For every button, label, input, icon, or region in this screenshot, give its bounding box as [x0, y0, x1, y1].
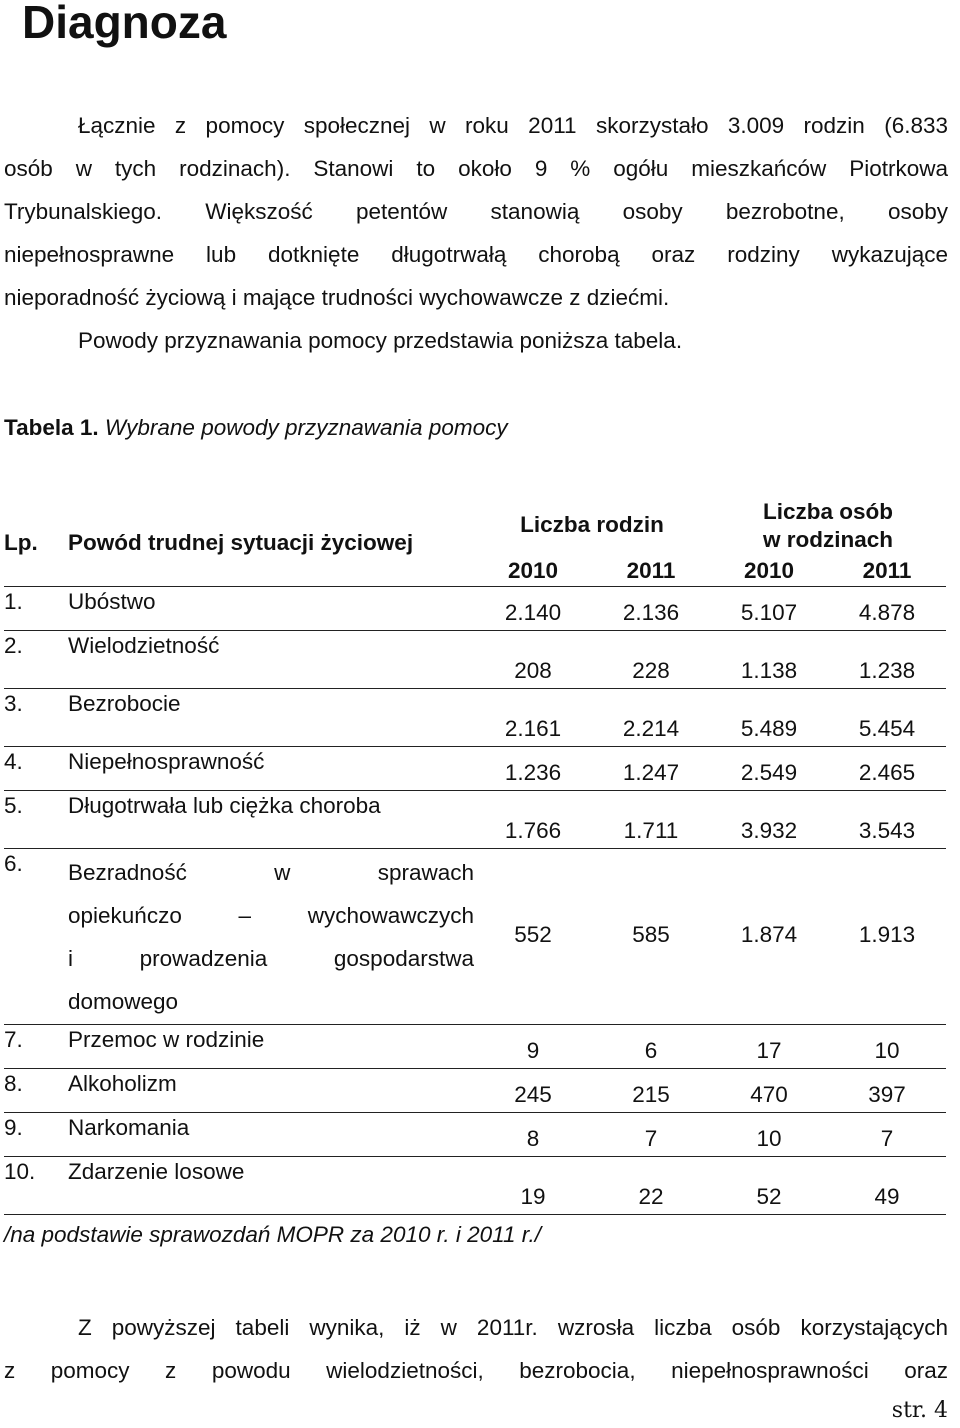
cell-families-2010: 1.766: [474, 791, 592, 849]
header-families-label: Liczba rodzin: [520, 512, 664, 537]
cell-persons-2011: 3.543: [828, 791, 946, 849]
conclusion-line: z pomocy z powodu wielodzietności, bezrobocia, niepełnosprawności oraz: [4, 1358, 948, 1383]
table-caption: [4, 408, 508, 448]
cell-families-2010: 245: [474, 1069, 592, 1113]
year-header: 2011: [592, 556, 710, 587]
cell-persons-2011: 49: [828, 1157, 946, 1215]
table-row: [4, 747, 946, 791]
intro-line: Powody przyznawania pomocy przedstawia poniższa tabela.: [78, 328, 683, 353]
source-note: /na podstawie sprawozdań MOPR za 2010 r. i 2011 r./: [4, 1222, 541, 1247]
cell-families-2011: 6: [592, 1025, 710, 1069]
cell-persons-2010: 3.932: [710, 791, 828, 849]
row-reason: Alkoholizm: [68, 1069, 474, 1113]
intro-line: Łącznie z pomocy społecznej w roku 2011 skorzystało 3.009 rodzin (6.833: [78, 113, 948, 138]
cell-persons-2010: 2.549: [710, 747, 828, 791]
cell-families-2011: 215: [592, 1069, 710, 1113]
cell-families-2010: 2.140: [474, 587, 592, 631]
page-number: str. 4: [891, 1398, 948, 1423]
cell-families-2011: 2.136: [592, 587, 710, 631]
cell-families-2011: 1.247: [592, 747, 710, 791]
row-lp: 9.: [4, 1113, 68, 1157]
cell-families-2010: 19: [474, 1157, 592, 1215]
page-heading: Diagnoza: [22, 0, 227, 48]
year-header: 2010: [710, 556, 828, 587]
table-header-row: [4, 498, 946, 556]
cell-persons-2011: 1.238: [828, 631, 946, 689]
row-lp: 2.: [4, 631, 68, 689]
table-row: [4, 689, 946, 747]
cell-families-2011: 1.711: [592, 791, 710, 849]
cell-families-2010: 208: [474, 631, 592, 689]
row-lp: 4.: [4, 747, 68, 791]
cell-families-2010: 2.161: [474, 689, 592, 747]
cell-persons-2011: 7: [828, 1113, 946, 1157]
cell-families-2010: 1.236: [474, 747, 592, 791]
table-title: Wybrane powody przyznawania pomocy: [104, 415, 508, 440]
row-lp: 6.: [4, 849, 68, 1025]
header-reason: Powód trudnej sytuacji życiowej: [68, 530, 414, 555]
reason-line: i prowadzenia gospodarstwa: [68, 946, 474, 971]
header-families: [474, 498, 710, 556]
cell-persons-2011: 4.878: [828, 587, 946, 631]
cell-families-2011: 22: [592, 1157, 710, 1215]
row-reason: Niepełnosprawność: [68, 747, 474, 791]
intro-line: niepełnosprawne lub dotknięte długotrwałą chorobą oraz rodziny wykazujące: [4, 242, 948, 267]
row-lp: 5.: [4, 791, 68, 849]
cell-families-2011: 7: [592, 1113, 710, 1157]
conclusion-paragraph: [4, 1306, 948, 1392]
cell-families-2011: 2.214: [592, 689, 710, 747]
intro-line: osób w tych rodzinach). Stanowi to około 9 % ogółu mieszkańców Piotrkowa: [4, 156, 948, 181]
cell-persons-2010: 10: [710, 1113, 828, 1157]
row-reason: Zdarzenie losowe: [68, 1157, 474, 1215]
header-lp: Lp.: [4, 530, 38, 555]
row-reason: Przemoc w rodzinie: [68, 1025, 474, 1069]
cell-persons-2010: 5.489: [710, 689, 828, 747]
header-persons: [710, 498, 946, 556]
table-row: [4, 631, 946, 689]
cell-persons-2010: 1.874: [710, 849, 828, 1025]
table-row: [4, 587, 946, 631]
intro-line: nieporadność życiową i mające trudności wychowawcze z dziećmi.: [4, 285, 670, 310]
reasons-table: [4, 498, 946, 1215]
reason-line: opiekuńczo – wychowawczych: [68, 903, 474, 928]
table-row: [4, 791, 946, 849]
cell-families-2011: 585: [592, 849, 710, 1025]
cell-persons-2010: 5.107: [710, 587, 828, 631]
cell-families-2010: 552: [474, 849, 592, 1025]
row-reason: Ubóstwo: [68, 587, 474, 631]
year-header: 2011: [828, 556, 946, 587]
header-persons-line2: w rodzinach: [762, 527, 893, 552]
row-reason: Bezrobocie: [68, 689, 474, 747]
row-lp: 7.: [4, 1025, 68, 1069]
reason-line: domowego: [68, 989, 179, 1014]
row-reason: Wielodzietność: [68, 631, 474, 689]
cell-persons-2010: 470: [710, 1069, 828, 1113]
cell-persons-2011: 397: [828, 1069, 946, 1113]
cell-persons-2010: 1.138: [710, 631, 828, 689]
cell-families-2010: 8: [474, 1113, 592, 1157]
cell-persons-2011: 2.465: [828, 747, 946, 791]
table-row: [4, 1157, 946, 1215]
table-row: [4, 1069, 946, 1113]
row-lp: 8.: [4, 1069, 68, 1113]
table-years-row: [4, 556, 946, 587]
intro-line: Trybunalskiego. Większość petentów stanowią osoby bezrobotne, osoby: [4, 199, 948, 224]
cell-persons-2011: 1.913: [828, 849, 946, 1025]
cell-families-2011: 228: [592, 631, 710, 689]
year-header: 2010: [474, 556, 592, 587]
cell-persons-2010: 17: [710, 1025, 828, 1069]
row-lp: 3.: [4, 689, 68, 747]
reason-line: Bezradność w sprawach: [68, 860, 474, 885]
row-lp: 1.: [4, 587, 68, 631]
table-row: [4, 1025, 946, 1069]
table-row: [4, 849, 946, 1025]
row-lp: 10.: [4, 1157, 68, 1215]
table-label: Tabela 1.: [4, 415, 99, 440]
table-row: [4, 1113, 946, 1157]
conclusion-line: Z powyższej tabeli wynika, iż w 2011r. wzrosła liczba osób korzystających: [78, 1315, 948, 1340]
cell-persons-2010: 52: [710, 1157, 828, 1215]
cell-persons-2011: 10: [828, 1025, 946, 1069]
row-reason: Narkomania: [68, 1113, 474, 1157]
cell-persons-2011: 5.454: [828, 689, 946, 747]
row-reason: [68, 849, 474, 1025]
intro-paragraph: [4, 104, 948, 362]
header-persons-line1: Liczba osób: [762, 499, 893, 524]
cell-families-2010: 9: [474, 1025, 592, 1069]
row-reason: Długotrwała lub ciężka choroba: [68, 791, 474, 849]
